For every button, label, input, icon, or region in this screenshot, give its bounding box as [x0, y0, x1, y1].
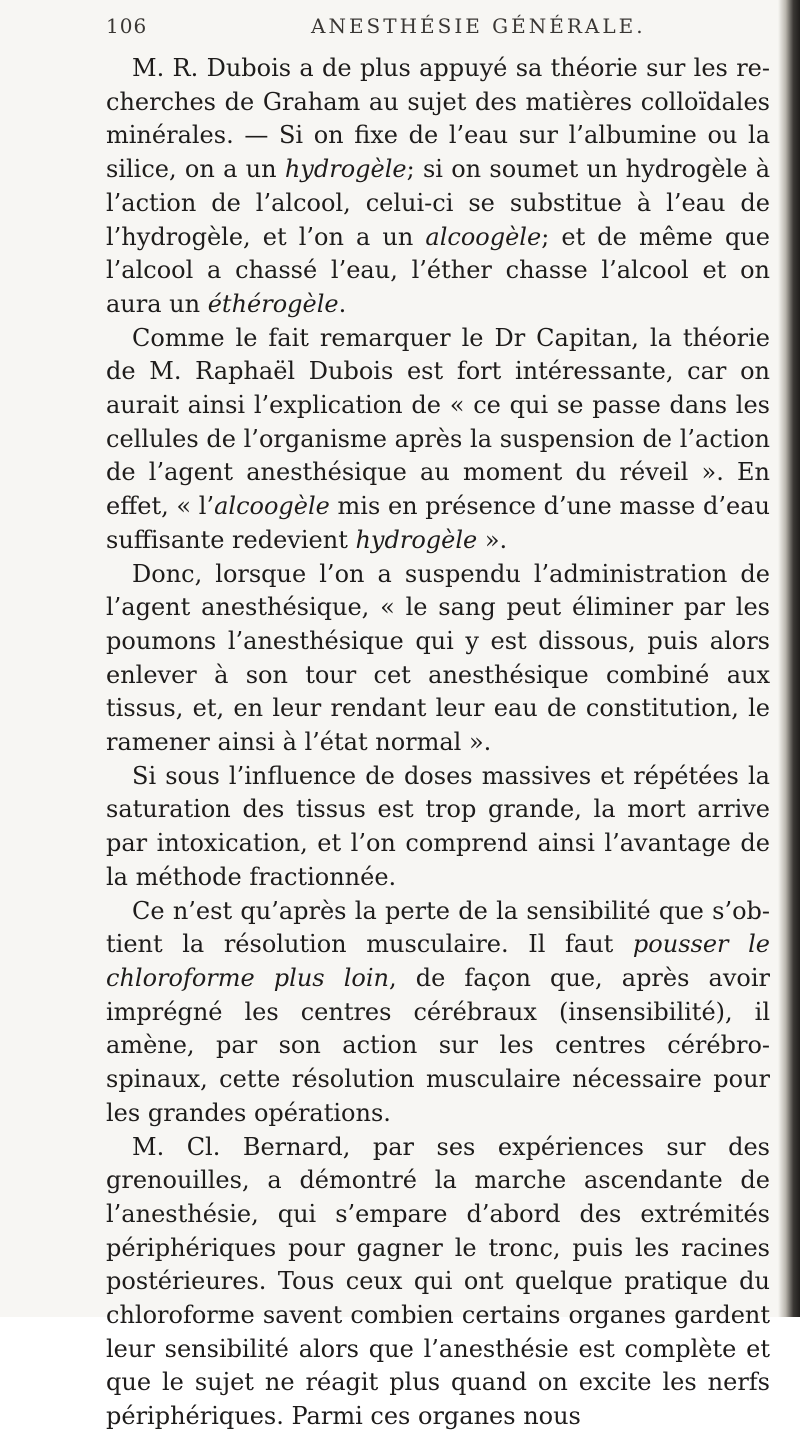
page-number: 106	[106, 14, 148, 38]
text-run: , de façon que, après avoir imprégné les centres cérébraux (insensibilité), il amène, par son action sur les centres cérébro-spinaux, cette résolution musculaire nécessaire pour les grandes opérations.	[106, 963, 770, 1127]
page-edge	[778, 0, 800, 1317]
text-run: Donc, lorsque l’on a suspendu l’administration de l’agent anesthésique, « le sang peut éliminer par les poumons l’anesthésique qui y est dissous, puis alors enlever à son tour cet anesthésique combiné aux tissus, et, en leur rendant leur eau de constitution, le ramener ainsi à l’état normal ».	[106, 559, 770, 757]
paragraph	[106, 322, 770, 558]
body-text	[106, 52, 770, 1434]
italic-term: éthérogèle	[207, 289, 339, 318]
italic-term: alcoogèle	[214, 492, 330, 521]
text-run: ».	[477, 525, 508, 554]
text-run: M. R. Dubois a de plus appuyé sa théorie sur les recherches de Graham au sujet des matières colloïdales minérales. — Si on fixe de l’eau sur l’albumine ou la silice, on a un	[106, 54, 770, 184]
text-run: M. Cl. Bernard, par ses expériences sur des grenouilles, a démontré la marche ascendante de l’anesthésie, qui s’empare d’abord des extrémités périphériques pour gagner le tronc, puis les racines postérieures. Tous ceux qui ont quelque pratique du chloroforme savent combien certains organes gardent leur sensibilité alors que l’anesthésie est complète et que le sujet ne réagit plus quand on excite les nerfs périphériques. Parmi ces organes nous	[106, 1132, 770, 1431]
text-run: ; si on soumet un hydrogèle à l’action de l’alcool, celui-ci se substitue à l’eau de l’hydrogèle, et l’on a un	[106, 155, 771, 251]
paragraph	[106, 52, 770, 322]
paragraph	[106, 895, 770, 1131]
italic-term: pousser le chloroforme plus loin	[106, 930, 770, 992]
italic-term: hydrogèle	[355, 525, 478, 554]
text-run: .	[338, 289, 347, 318]
paragraph	[106, 1131, 770, 1434]
text-run: Si sous l’influence de doses massives et répétées la saturation des tissus est trop grande, la mort arrive par intoxication, et l’on comprend ainsi l’avantage de la méthode fractionnée.	[106, 761, 770, 891]
running-title: ANESTHÉSIE GÉNÉRALE.	[311, 14, 646, 38]
text-run: mis en présence d’une masse d’eau suffisante redevient	[106, 492, 770, 554]
italic-term: hydrogèle	[284, 155, 407, 184]
page-header	[106, 6, 766, 46]
text-run: Ce n’est qu’après la perte de la sensibilité que s’obtient la résolution musculaire. Il faut	[106, 896, 770, 959]
text-run: ; et de même que l’alcool a chassé l’eau, l’éther chasse l’alcool et on aura un	[106, 222, 770, 318]
italic-term: alcoogèle	[425, 222, 542, 251]
text-run: Comme le fait remarquer le Dr Capitan, la théorie de M. Raphaël Dubois est fort intéressante, car on aurait ainsi l’explication de « ce qui se passe dans les cellules de l’organisme après la suspension de l’action de l’agent anesthésique au moment du réveil ». En effet, « l’	[106, 323, 770, 521]
paragraph	[106, 558, 770, 760]
paragraph	[106, 760, 770, 895]
